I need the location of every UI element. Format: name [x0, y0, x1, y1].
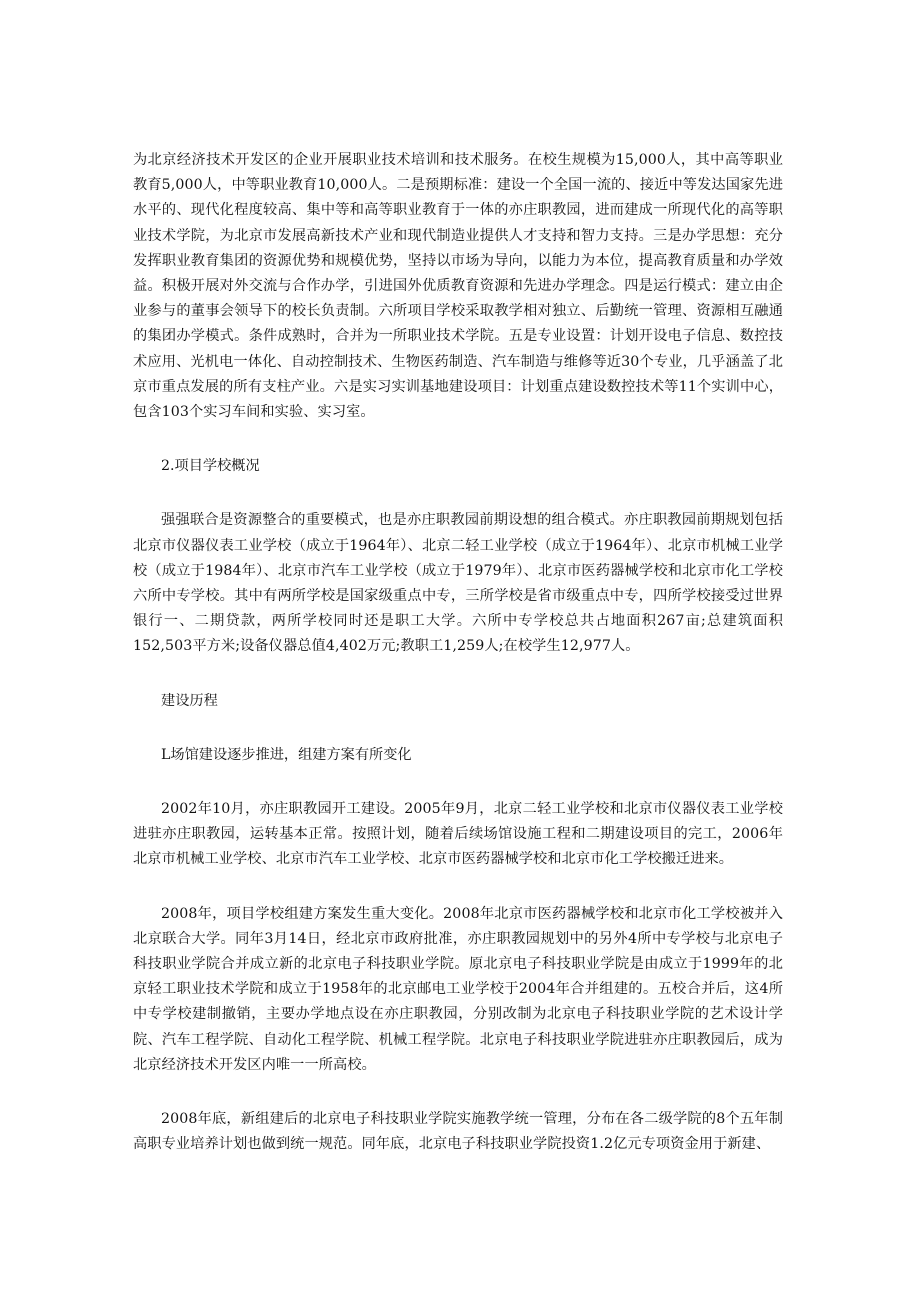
document-page	[133, 148, 783, 1158]
paragraph-overview-continued: 为北京经济技术开发区的企业开展职业技术培训和技术服务。在校生规模为15,000人，其中高等职业教育5,000人，中等职业教育10,000人。二是预期标准：建设一个全国一流的、接近中等发达国家先进水平的、现代化程度较高、集中等和高等职业教育于一体的亦庄职教园，进而建成一所现代化的高等职业技术学院，为北京市发展高新技术产业和现代制造业提供人才支持和智力支持。三是办学思想：充分发挥职业教育集团的资源优势和规模优势，坚持以市场为导向，以能力为本位，提高教育质量和办学效益。积极开展对外交流与合作办学，引进国外优质教育资源和先进办学理念。四是运行模式：建立由企业参与的董事会领导下的校长负责制。六所项目学校采取教学相对独立、后勤统一管理、资源相互融通的集团办学模式。条件成熟时，合并为一所职业技术学院。五是专业设置：计划开设电子信息、数控技术应用、光机电一体化、自动控制技术、生物医药制造、汽车制造与维修等近30个专业，几乎涵盖了北京市重点发展的所有支柱产业。六是实习实训基地建设项目：计划重点建设数控技术等11个实训中心，包含103个实习车间和实验、实习室。	[133, 152, 783, 421]
subheading-venue-construction: L场馆建设逐步推进，组建方案有所变化	[161, 746, 412, 763]
paragraph-2008-end: 2008年底，新组建后的北京电子科技职业学院实施教学统一管理，分布在各二级学院的8个五年制高职专业培养计划也做到统一规范。同年底，北京电子科技职业学院投资1.2亿元专项资金用于新建、	[133, 1111, 783, 1153]
section-heading-project-schools: 2.项目学校概况	[161, 458, 260, 475]
paragraph-project-schools: 强强联合是资源整合的重要模式，也是亦庄职教园前期设想的组合模式。亦庄职教园前期规划包括北京市仪器仪表工业学校（成立于1964年）、北京二轻工业学校（成立于1964年）、北京市机械工业学校（成立于1984年）、北京市汽车工业学校（成立于1979年）、北京市医药器械学校和北京市化工学校六所中专学校。其中有两所学校是国家级重点中专，三所学校是省市级重点中专，四所学校接受过世界银行一、二期贷款，两所学校同时还是职工大学。六所中专学校总共占地面积267亩;总建筑面积152,503平方米;设备仪器总值4,402万元;教职工1,259人;在校学生12,977人。	[133, 512, 783, 655]
section-heading-construction-history: 建设历程	[161, 692, 218, 709]
paragraph-2008-restructure: 2008年，项目学校组建方案发生重大变化。2008年北京市医药器械学校和北京市化工学校被并入北京联合大学。同年3月14日，经北京市政府批准，亦庄职教园规划中的另外4所中专学校与北京电子科技职业学院合并成立新的北京电子科技职业学院。原北京电子科技职业学院是由成立于1999年的北京轻工职业技术学院和成立于1958年的北京邮电工业学校于2004年合并组建的。五校合并后，这4所中专学校建制撤销，主要办学地点设在亦庄职教园，分别改制为北京电子科技职业学院的艺术设计学院、汽车工程学院、自动化工程学院、机械工程学院。北京电子科技职业学院进驻亦庄职教园后，成为北京经济技术开发区内唯一一所高校。	[133, 905, 783, 1073]
paragraph-2002-construction: 2002年10月，亦庄职教园开工建设。2005年9月，北京二轻工业学校和北京市仪器仪表工业学校进驻亦庄职教园，运转基本正常。按照计划，随着后续场馆设施工程和二期建设项目的完工，2006年北京市机械工业学校、北京市汽车工业学校、北京市医药器械学校和北京市化工学校搬迁进来。	[133, 801, 783, 868]
